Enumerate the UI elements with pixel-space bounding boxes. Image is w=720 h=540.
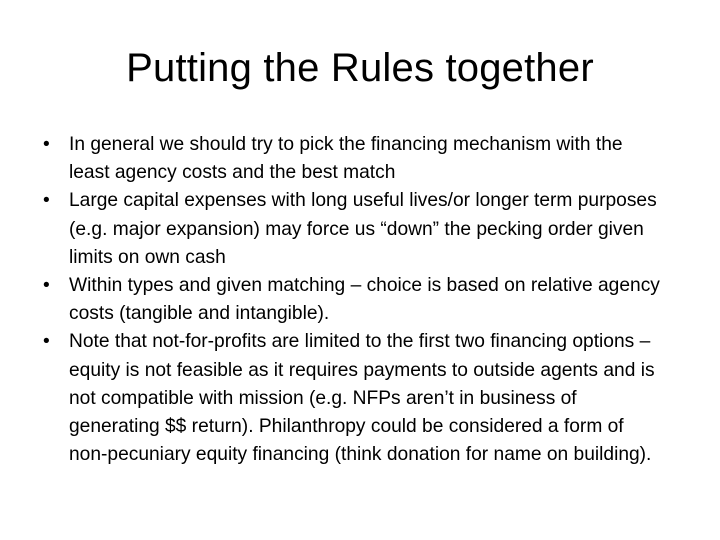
bullet-marker: • bbox=[43, 275, 50, 297]
bullet-list bbox=[36, 131, 664, 469]
bullet-item-4 bbox=[36, 328, 664, 469]
slide-title: Putting the Rules together bbox=[126, 46, 594, 90]
bullet-text-4: Note that not-for-profits are limited to the first two financing options – equity is not feasible as it requires payments to outside agents and is not compatible with mission (e.g. NFPs aren’t in business of generating $$ return). Philanthropy could be considered a form of non-pecuniary equity financing (think donation for name on building). bbox=[69, 331, 655, 466]
bullet-item-3 bbox=[36, 272, 664, 328]
bullet-text-3: Within types and given matching – choice is based on relative agency costs (tangible and intangible). bbox=[69, 275, 660, 325]
bullet-marker: • bbox=[43, 190, 50, 212]
bullet-item-2 bbox=[36, 187, 664, 272]
bullet-marker: • bbox=[43, 134, 50, 155]
bullet-text-2: Large capital expenses with long useful lives/or longer term purposes (e.g. major expansion) may force us “down” the pecking order given limits on own cash bbox=[69, 190, 657, 268]
bullet-marker: • bbox=[43, 331, 50, 353]
bullet-text-1: In general we should try to pick the financing mechanism with the least agency costs and the best match bbox=[69, 134, 623, 184]
bullet-item-1 bbox=[36, 131, 664, 187]
